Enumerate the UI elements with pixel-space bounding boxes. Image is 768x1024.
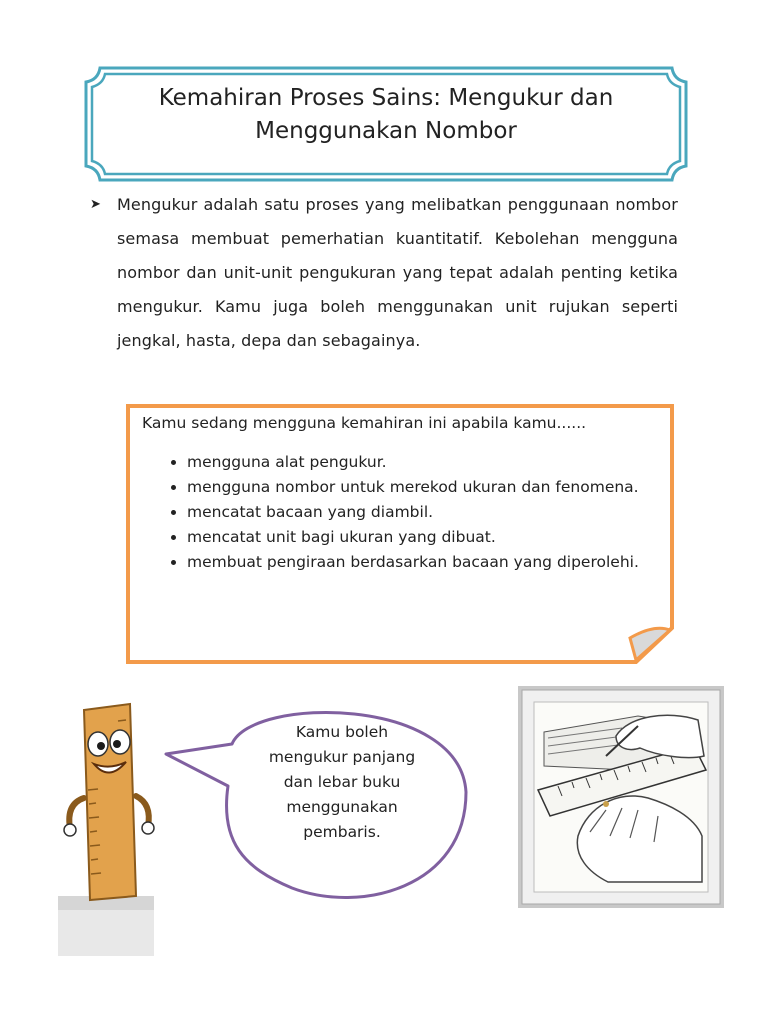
measuring-photo [518, 686, 724, 908]
list-item: • mencatat bacaan yang diambil. [187, 500, 657, 525]
skills-callout [124, 402, 678, 666]
page-title-line2: Menggunakan Nombor [255, 118, 517, 144]
ruler-cartoon-image [56, 700, 160, 960]
title-frame [78, 60, 694, 188]
speech-bubble-text: Kamu boleh mengukur panjang dan lebar buku menggunakan pembaris. [268, 723, 416, 841]
skills-list [142, 450, 657, 575]
speech-bubble [160, 692, 480, 912]
list-item: • mencatat unit bagi ukuran yang dibuat. [187, 525, 657, 550]
intro-paragraph: Mengukur adalah satu proses yang melibatkan penggunaan nombor semasa membuat pemerhatian kuantitatif. Kebolehan mengguna nombor dan unit-unit pengukuran yang tepat adalah penting ketika mengukur. Kamu juga boleh menggunakan unit rujukan seperti jengkal, hasta, depa dan sebagainya. [117, 195, 678, 350]
page-title-line1: Kemahiran Proses Sains: Mengukur dan [158, 85, 614, 111]
list-item: • mengguna nombor untuk merekod ukuran dan fenomena. [187, 475, 657, 500]
page-title [78, 82, 694, 148]
intro-section [90, 188, 678, 358]
list-item: • membuat pengiraan berdasarkan bacaan yang diperolehi. [187, 550, 657, 575]
list-item: • mengguna alat pengukur. [187, 450, 657, 475]
arrowhead-bullet-icon: ➤ [90, 197, 101, 212]
callout-lead-text: Kamu sedang mengguna kemahiran ini apabila kamu...... [142, 414, 587, 432]
